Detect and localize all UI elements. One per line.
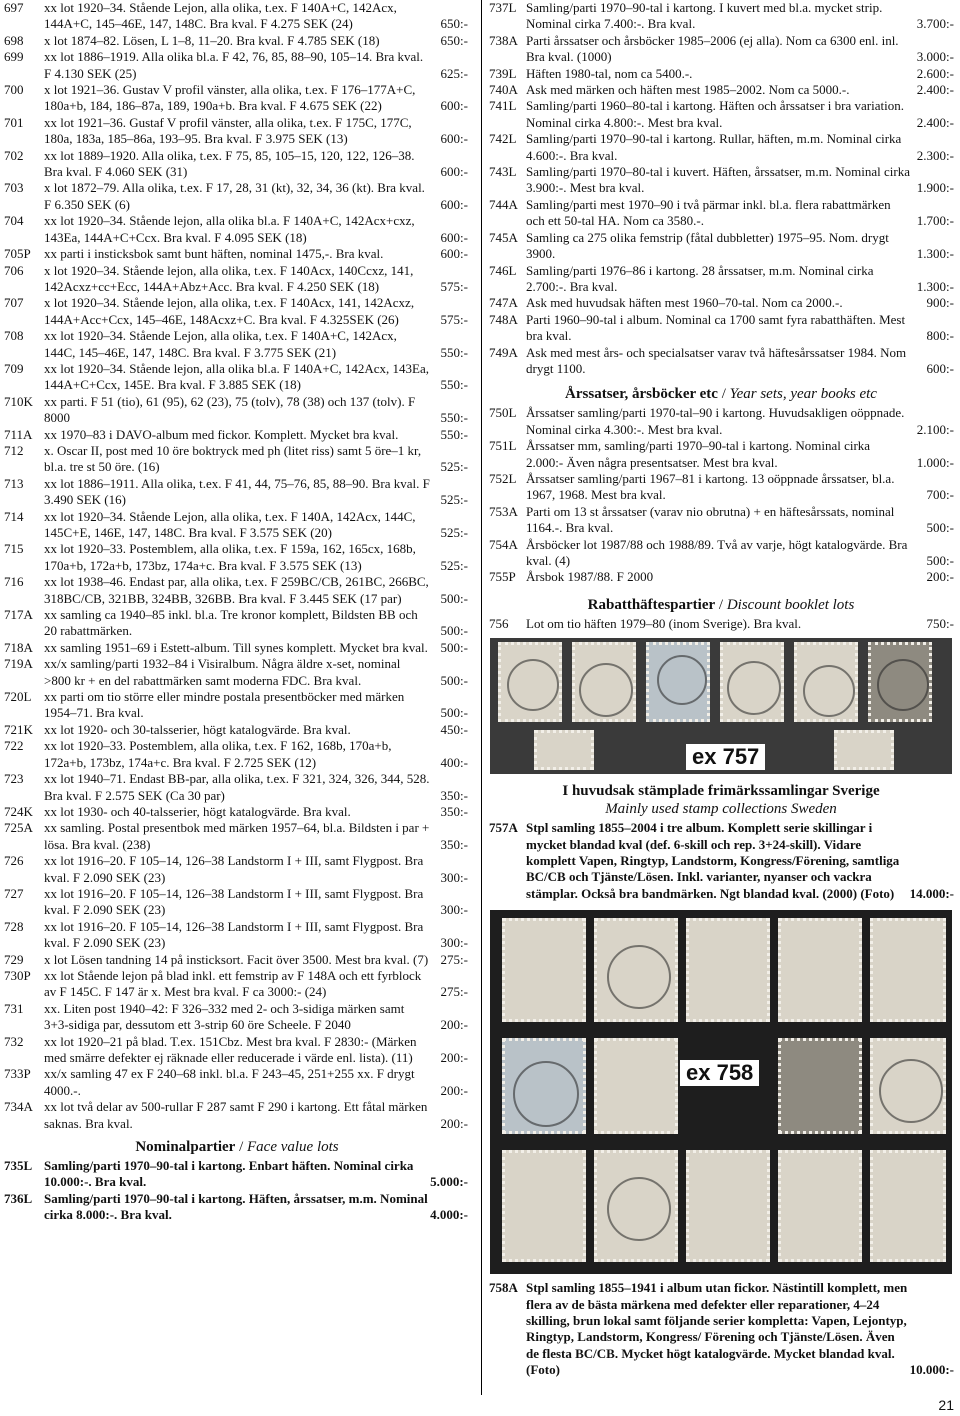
lot-number: 716 <box>4 574 24 590</box>
lot-item <box>486 98 956 131</box>
lot-item <box>0 1066 474 1099</box>
lot-description: Stpl samling 1855–1941 i album utan fickor. Nästintill komplett, men flera av de bästa märkena med defekter eller reparationer, 4–24 skilling, brun lokal samt följande serier kompletta: Vapen, Lejontyp, Ringtyp, Landstorm, Kongress/ Förening och Tjänste/Lösen. Även de flesta BC/CB. Mycket högt katalogvärde. Mycket blandad kval. (Foto) <box>526 1280 908 1378</box>
lot-number: 752L <box>489 470 517 486</box>
lot-item <box>0 722 474 738</box>
lot-price: 275:- <box>440 951 468 967</box>
lot-item <box>0 853 474 886</box>
lot-description: xx lot 1940–71. Endast BB-par, alla olika, t.ex. F 321, 324, 326, 344, 528. Bra kval. F 2.575 SEK (Ca 30 par) <box>44 771 430 803</box>
lot-description: xx lot 1920–34. Stående Lejon, alla olika, t.ex. F 140A+C, 142Acx, 144C, 145–46E, 147, 148C. Bra kval. F 3.775 SEK (21) <box>44 328 397 360</box>
lot-description: xx lot 1920–34. Stående lejon, alla olika bl.a. F 140A+C, 142Acx, 143Ea, 144A+C+Ccx, 145E. Bra kval. F 3.885 SEK (18) <box>44 360 429 393</box>
lot-description: xx lot 1916–20. F 105–14, 126–38 Landstorm I + III, samt Flygpost. Bra kval. F 2.090 SEK (23) <box>44 853 424 885</box>
lot-description: xx parti om tio större eller mindre postala presentböcker med märken 1954–71. Bra kval. <box>44 689 405 721</box>
lot-item <box>486 820 956 902</box>
lot-number: 757A <box>489 820 518 836</box>
lot-price: 2.300:- <box>916 147 954 163</box>
lot-price: 600:- <box>926 360 954 376</box>
stamp-image <box>794 642 858 722</box>
lot-number: 733P <box>4 1066 31 1082</box>
lot-number: 713 <box>4 475 24 491</box>
lot-description: xx/x samling/parti 1932–84 i Visiralbum. Några äldre x-set, nominal >800 kr + en del rabattmärken samt moderna FDC. Bra kval. <box>44 656 401 688</box>
postmark <box>877 659 929 711</box>
lot-description: xx lot två delar av 500-rullar F 287 samt F 290 i kartong. Ett fåtal märken saknas. Bra kval. <box>44 1099 428 1131</box>
lot-item <box>0 541 474 574</box>
stamp-image <box>778 918 862 1022</box>
lot-price: 1.000:- <box>916 454 954 470</box>
lot-number: 726 <box>4 853 24 869</box>
lot-item <box>0 804 474 820</box>
stamp-image <box>870 1038 946 1134</box>
lot-number: 747A <box>489 295 518 311</box>
lot-item <box>486 312 956 345</box>
lot-price: 500:- <box>440 590 468 606</box>
lot-item <box>0 33 474 49</box>
stamp-image <box>594 1038 678 1134</box>
lot-description: xx lot 1920–21 på blad. T.ex. 151Cbz. Mest bra kval. F 2830:- (Märken med smärre defekter ej räknade eller reducerade i värde enl. lista). (11) <box>44 1033 417 1065</box>
lot-number: 714 <box>4 508 24 524</box>
lot-price: 625:- <box>440 65 468 81</box>
stamp-image <box>594 918 678 1022</box>
lot-description: Parti 1960–90-tal i album. Nominal ca 1700 samt fyra rabatthäften. Mest bra kval. <box>526 311 906 344</box>
photo-caption: ex 757 <box>686 744 765 770</box>
lot-price: 525:- <box>440 492 468 508</box>
lot-item <box>0 886 474 919</box>
stamp-photo-757 <box>490 638 952 774</box>
lot-number: 708 <box>4 328 24 344</box>
lot-description: Årssatser mm, samling/parti 1970–90-tal i kartong. Nominal cirka 2.000:- Även några presentsatser. Mest bra kval. <box>526 438 871 470</box>
lot-list <box>0 0 474 1132</box>
lot-description: x lot 1874–82. Lösen, L 1–8, 11–20. Bra kval. F 4.785 SEK (18) <box>44 32 380 48</box>
lot-description: xx lot 1889–1920. Alla olika, t.ex. F 75, 85, 105–15, 120, 122, 126–38. Bra kval. F 4.060 SEK (31) <box>44 147 415 180</box>
lot-price: 700:- <box>926 487 954 503</box>
lot-description: Årsbok 1987/88. F 2000 <box>526 569 654 585</box>
postmark <box>579 663 633 717</box>
lot-price: 750:- <box>926 615 954 631</box>
lot-description: xx lot 1886–1919. Alla olika bl.a. F 42, 76, 85, 88–90, 105–14. Bra kval. F 4.130 SEK (25) <box>44 49 424 81</box>
lot-number: 734A <box>4 1099 33 1115</box>
lot-description: Ask med märken och häften mest 1985–2002. Nom ca 5000.-. <box>526 82 850 98</box>
lot-price: 600:- <box>440 229 468 245</box>
lot-price: 650:- <box>440 32 468 48</box>
lot-price: 500:- <box>926 553 954 568</box>
lot-description: x lot 1920–34. Stående lejon, alla olika, t.ex. F 140Acx, 141, 142Acxz, 144A+Acc+Ccx, 145–46E, 148Acxz+C. Bra kval. F 4.325SEK (26) <box>44 295 415 327</box>
lot-description: xx samling ca 1940–85 inkl. bl.a. Tre kronor komplett, Bildsten BB och 20 rabattmärken. <box>44 607 418 639</box>
lot-item <box>0 263 474 296</box>
lot-number: 723 <box>4 771 24 787</box>
lot-price: 200:- <box>926 569 954 585</box>
lot-item <box>486 471 956 504</box>
lot-price: 600:- <box>440 131 468 147</box>
lot-price: 525:- <box>440 557 468 573</box>
lot-description: xx lot 1920- och 30-talsserier, högt katalogvärde. Bra kval. <box>44 721 351 737</box>
lot-number: 701 <box>4 114 24 130</box>
lot-price: 2.400:- <box>916 82 954 98</box>
lot-item <box>0 1191 474 1224</box>
lot-list <box>486 616 956 632</box>
stamp-image <box>868 642 932 722</box>
lot-item <box>0 919 474 952</box>
section-heading-booklets: Rabatthäftespartier / Discount booklet lots <box>587 596 855 613</box>
postmark <box>513 1061 579 1127</box>
lot-number: 706 <box>4 262 24 278</box>
lot-item <box>0 115 474 148</box>
lot-description: xx lot Stående lejon på blad inkl. ett femstrip av F 148A och ett fyrblock av F 145C. F 147 är x. Mest bra kval. F ca 3000:- (24) <box>44 967 422 1000</box>
lot-description: x lot 1872–79. Alla olika, t.ex. F 17, 28, 31 (kt), 32, 34, 36 (kt). Bra kval. F 6.350 SEK (6) <box>44 180 425 212</box>
lot-item <box>0 148 474 181</box>
stamp-image <box>686 918 770 1022</box>
lot-description: xx lot 1916–20. F 105–14, 126–38 Landstorm I + III, samt Flygpost. Bra kval. F 2.090 SEK (23) <box>44 918 424 951</box>
lot-price: 275:- <box>440 984 468 1000</box>
lot-item <box>486 537 956 570</box>
lot-item <box>0 82 474 115</box>
lot-price: 900:- <box>926 295 954 311</box>
lot-number: 745A <box>489 229 518 245</box>
right-column <box>486 0 956 1379</box>
stamp-image <box>834 730 894 770</box>
lot-item <box>486 616 956 632</box>
lot-number: 722 <box>4 738 24 754</box>
lot-price: 500:- <box>440 705 468 721</box>
lot-price: 500:- <box>926 520 954 536</box>
lot-item <box>0 738 474 771</box>
postmark <box>727 661 781 715</box>
lot-price: 200:- <box>440 1115 468 1131</box>
lot-item <box>486 66 956 82</box>
lot-description: Samling/parti 1970–80-tal i kuvert. Häften, årssatser, m.m. Nominal cirka 3.900:-. Mest bra kval. <box>526 164 910 196</box>
lot-item <box>0 180 474 213</box>
lot-item <box>486 569 956 585</box>
lot-price: 3.000:- <box>916 49 954 65</box>
lot-list <box>486 0 956 377</box>
lot-price: 575:- <box>440 311 468 327</box>
lot-number: 742L <box>489 131 517 147</box>
lot-price: 2.400:- <box>916 114 954 130</box>
lot-price: 600:- <box>440 98 468 114</box>
lot-price: 400:- <box>440 754 468 770</box>
lot-price: 500:- <box>440 639 468 655</box>
section-subheading-collections: Mainly used stamp collections Sweden <box>605 801 837 818</box>
lot-price: 550:- <box>440 344 468 360</box>
lot-price: 14.000:- <box>909 885 954 901</box>
lot-number: 731 <box>4 1000 24 1016</box>
lot-item <box>0 1158 474 1191</box>
lot-item <box>486 197 956 230</box>
lot-description: Årssatser samling/parti 1967–81 i kartong. 13 oöppnade årssatser, bl.a. 1967, 1968. Mest bra kval. <box>526 470 895 503</box>
lot-description: xx samling 1951–69 i Estett-album. Till synes komplett. Mycket bra kval. <box>44 639 428 655</box>
stamp-image <box>502 918 586 1022</box>
lot-description: Årssatser samling/parti 1970-tal–90 i kartong. Huvudsakligen oöppnade. Nominal cirka 4.300:-. Mest bra kval. <box>526 405 905 437</box>
postmark <box>507 659 559 711</box>
lot-item <box>486 131 956 164</box>
lot-number: 720L <box>4 689 32 705</box>
lot-price: 450:- <box>440 721 468 737</box>
lot-description: xx lot 1920–34. Stående Lejon, alla olika, t.ex. F 140A, 142Acx, 144C, 145C+E, 146E, 147, 148C. Bra kval. F 3.575 SEK (20) <box>44 508 416 540</box>
lot-description: Parti om 13 st årssatser (varav nio obrutna) + en häftesårssats, nominal 1164.-. Bra kval. <box>526 503 895 536</box>
lot-item <box>0 689 474 722</box>
lot-description: Samling ca 275 olika femstrip (fåtal dubbletter) 1975–95. Nom. drygt 3900. <box>526 229 889 262</box>
lot-number: 698 <box>4 32 24 48</box>
postmark <box>657 655 707 705</box>
stamp-image <box>870 918 946 1022</box>
lot-item <box>0 509 474 542</box>
lot-price: 4.000:- <box>430 1207 468 1223</box>
lot-number: 709 <box>4 360 24 376</box>
lot-number: 710K <box>4 393 33 409</box>
lot-item <box>486 82 956 98</box>
lot-item <box>0 394 474 427</box>
lot-number: 739L <box>489 65 517 81</box>
section-heading-nominal: Nominalpartier / Face value lots <box>135 1139 339 1156</box>
lot-number: 700 <box>4 82 24 98</box>
lot-description: xx/x samling 47 ex F 240–68 inkl. bl.a. F 243–45, 251+255 xx. F drygt 4000.-. <box>44 1066 415 1098</box>
lot-item <box>486 230 956 263</box>
lot-price: 350:- <box>440 803 468 819</box>
lot-item <box>486 1280 956 1378</box>
lot-number: 699 <box>4 49 24 65</box>
lot-description: xx lot 1920–34. Stående Lejon, alla olika, t.ex. F 140A+C, 142Acx, 144A+C, 145–46E, 147, 148C. Bra kval. F 4.275 SEK (24) <box>44 0 397 32</box>
lot-description: Parti årssatser och årsböcker 1985–2006 (ej alla). Nom ca 6300 enl. inl. Bra kval. (1000) <box>526 32 899 65</box>
lot-price: 1.900:- <box>916 180 954 196</box>
lot-description: Samling/parti 1970–90-tal i kartong. I kuvert med bl.a. mycket strip. Nominal cirka 7.400:-. Bra kval. <box>526 0 883 32</box>
stamp-image <box>778 1038 862 1134</box>
lot-item <box>0 427 474 443</box>
lot-price: 600:- <box>440 246 468 262</box>
lot-number: 741L <box>489 98 517 114</box>
postmark <box>607 1177 671 1241</box>
lot-description: xx parti i insticksbok samt bunt häften, nominal 1475,-. Bra kval. <box>44 246 384 262</box>
lot-price: 200:- <box>440 1050 468 1065</box>
lot-description: xx 1970–83 i DAVO-album med fickor. Komplett. Mycket bra kval. <box>44 426 399 442</box>
lot-number: 719A <box>4 656 33 672</box>
lot-item <box>0 607 474 640</box>
lot-description: x lot 1920–34. Stående lejon, alla olika, t.ex. F 140Acx, 140Ccxz, 141, 142Acxz+cc+Ecc, 144A+Abz+Acc. Bra kval. F 4.250 SEK (18) <box>44 262 414 294</box>
lot-price: 10.000:- <box>909 1362 954 1378</box>
lot-number: 697 <box>4 0 24 15</box>
lot-description: Årsböcker lot 1987/88 och 1988/89. Två av varje, högt katalogvärde. Bra kval. (4) <box>526 536 908 568</box>
stamp-image <box>502 1150 586 1262</box>
postmark <box>803 665 855 717</box>
lot-price: 600:- <box>440 164 468 180</box>
lot-item <box>0 1099 474 1132</box>
stamp-image <box>870 1150 946 1262</box>
lot-description: xx lot 1916–20. F 105–14, 126–38 Landstorm I + III, samt Flygpost. Bra kval. F 2.090 SEK (23) <box>44 885 424 918</box>
lot-item <box>0 0 474 33</box>
lot-item <box>486 405 956 438</box>
lot-number: 749A <box>489 344 518 360</box>
lot-number: 744A <box>489 196 518 212</box>
lot-price: 600:- <box>440 196 468 212</box>
lot-number: 717A <box>4 607 33 623</box>
lot-number: 732 <box>4 1033 24 1049</box>
lot-price: 2.100:- <box>916 421 954 437</box>
lot-number: 703 <box>4 180 24 196</box>
stamp-image <box>594 1150 678 1262</box>
lot-number: 735L <box>4 1158 33 1174</box>
lot-number: 727 <box>4 885 24 901</box>
lot-number: 712 <box>4 442 24 458</box>
stamp-image <box>686 1150 770 1262</box>
lot-description: xx lot 1921–36. Gustaf V profil vänster, alla olika, t.ex. F 175C, 177C, 180a, 183a, 185–86a, 193–95. Bra kval. F 3.975 SEK (13) <box>44 114 412 147</box>
lot-description: xx samling. Postal presentbok med märken 1957–64, bl.a. Bildsten i par + lösa. Bra kval. (238) <box>44 820 430 852</box>
lot-list <box>486 405 956 585</box>
photo-caption: ex 758 <box>680 1060 759 1086</box>
lot-number: 721K <box>4 721 33 737</box>
lot-price: 300:- <box>440 902 468 918</box>
lot-number: 724K <box>4 803 33 819</box>
lot-price: 200:- <box>440 1017 468 1033</box>
lot-number: 707 <box>4 295 24 311</box>
lot-price: 300:- <box>440 935 468 951</box>
lot-price: 575:- <box>440 278 468 294</box>
lot-number: 750L <box>489 405 517 421</box>
left-column <box>0 0 474 1224</box>
column-divider <box>481 0 482 1395</box>
lot-price: 300:- <box>440 869 468 885</box>
lot-list <box>0 1158 474 1224</box>
lot-item <box>0 476 474 509</box>
lot-description: Ask med mest års- och specialsatser varav två häftesårssatser 1984. Nom drygt 1100. <box>526 344 907 376</box>
postmark <box>607 945 671 1009</box>
lot-price: 525:- <box>440 459 468 475</box>
lot-item <box>0 1034 474 1067</box>
page-number: 21 <box>938 1397 954 1413</box>
lot-description: Samling/parti 1976–86 i kartong. 28 årssatser, m.m. Nominal cirka 2.700:-. Bra kval. <box>526 262 874 294</box>
lot-price: 2.600:- <box>916 65 954 81</box>
lot-description: x lot Lösen tandning 14 på insticksort. Facit över 3500. Mest bra kval. (7) <box>44 951 429 967</box>
lot-price: 350:- <box>440 787 468 803</box>
stamp-image <box>572 642 636 722</box>
lot-number: 730P <box>4 967 31 983</box>
lot-description: x. Oscar II, post med 10 öre boktryck med ph (litet riss) samt 5 öre–1 kr, bl.a. tre st 50 öre. (16) <box>44 442 422 475</box>
lot-description: Samling/parti 1970–90-tal i kartong. Häften, årssatser, m.m. Nominal cirka 8.000:-. Bra kval. <box>44 1190 428 1223</box>
stamp-image <box>498 642 562 722</box>
lot-item <box>486 33 956 66</box>
lot-description: Häften 1980-tal, nom ca 5400.-. <box>526 65 693 81</box>
lot-number: 758A <box>489 1280 518 1296</box>
lot-description: Samling/parti 1970–90-tal i kartong. Rullar, häften, m.m. Nominal cirka 4.600:-. Bra kval. <box>526 131 902 163</box>
lot-number: 754A <box>489 536 518 552</box>
lot-item <box>0 213 474 246</box>
lot-number: 718A <box>4 639 33 655</box>
lot-price: 5.000:- <box>430 1174 468 1190</box>
lot-price: 200:- <box>440 1082 468 1098</box>
lot-item <box>486 263 956 296</box>
lot-price: 650:- <box>440 16 468 32</box>
lot-item <box>0 820 474 853</box>
lot-number: 729 <box>4 951 24 967</box>
lot-item <box>0 443 474 476</box>
lot-price: 800:- <box>926 328 954 344</box>
lot-price: 350:- <box>440 836 468 852</box>
stamp-photo-758 <box>490 910 952 1274</box>
lot-description: xx lot 1920–34. Stående lejon, alla olika bl.a. F 140A+C, 142Acx+cxz, 143Ea, 144A+C+Ccx. Bra kval. F 4.095 SEK (18) <box>44 213 415 245</box>
lot-price: 1.700:- <box>916 213 954 229</box>
stamp-image <box>720 642 784 722</box>
lot-number: 715 <box>4 541 24 557</box>
lot-price: 550:- <box>440 377 468 393</box>
lot-price: 500:- <box>440 672 468 688</box>
lot-number: 755P <box>489 569 516 585</box>
lot-description: xx. Liten post 1940–42: F 326–332 med 2- och 3-sidiga märken samt 3+3-sidiga par, dessutom ett 3-strip 60 öre Scheele. F 2040 <box>44 1000 405 1033</box>
lot-number: 711A <box>4 426 33 442</box>
lot-number: 743L <box>489 164 517 180</box>
lot-price: 500:- <box>440 623 468 639</box>
lot-description: xx lot 1938–46. Endast par, alla olika, t.ex. F 259BC/CB, 261BC, 266BC, 318BC/CB, 321BB, 324BB, 326BB. Bra kval. F 3.445 SEK (17 par) <box>44 574 429 606</box>
lot-number: 704 <box>4 213 24 229</box>
lot-number: 740A <box>489 82 518 98</box>
lot-number: 702 <box>4 147 24 163</box>
lot-item <box>0 328 474 361</box>
lot-item <box>486 164 956 197</box>
stamp-image <box>502 1038 586 1134</box>
lot-price: 1.300:- <box>916 278 954 294</box>
lot-description: Lot om tio häften 1979–80 (inom Sverige). Bra kval. <box>526 615 802 631</box>
lot-number: 753A <box>489 503 518 519</box>
lot-description: xx parti. F 51 (tio), 61 (95), 62 (23), 75 (tolv), 78 (38) och 137 (tolv). F 8000 <box>44 393 416 426</box>
postmark <box>879 1059 943 1123</box>
lot-description: xx lot 1886–1911. Alla olika, t.ex. F 41, 44, 75–76, 85, 88–90. Bra kval. F 3.490 SEK (16) <box>44 475 430 508</box>
lot-number: 737L <box>489 0 517 15</box>
lot-item <box>0 968 474 1001</box>
lot-item <box>486 0 956 33</box>
lot-number: 751L <box>489 438 517 454</box>
lot-item <box>486 438 956 471</box>
lot-price: 525:- <box>440 525 468 540</box>
lot-description: Ask med huvudsak häften mest 1960–70-tal. Nom ca 2000.-. <box>526 295 843 311</box>
section-heading-year-sets: Årssatser, årsböcker etc / Year sets, year books etc <box>565 386 877 403</box>
lot-price: 550:- <box>440 426 468 442</box>
lot-number: 736L <box>4 1190 33 1206</box>
lot-description: Samling/parti mest 1970–90 i två pärmar inkl. bl.a. flera rabattmärken och ett 50-tal HA. Nom ca 3580.-. <box>526 196 891 229</box>
lot-price: 3.700:- <box>916 16 954 32</box>
lot-number: 738A <box>489 32 518 48</box>
stamp-image <box>778 1150 862 1262</box>
section-heading-collections: I huvudsak stämplade frimärkssamlingar Sverige <box>562 783 880 800</box>
lot-price: 550:- <box>440 410 468 426</box>
lot-item <box>486 504 956 537</box>
lot-item <box>0 574 474 607</box>
lot-item <box>0 656 474 689</box>
stamp-image <box>646 642 710 722</box>
lot-price: 1.300:- <box>916 246 954 262</box>
lot-number: 725A <box>4 820 33 836</box>
lot-number: 756 <box>489 615 509 631</box>
lot-description: Stpl samling 1855–2004 i tre album. Komplett serie skillingar i mycket blandad kval (def. 6-skill och rep. 3+24-skill). Vidare komplett Vapen, Ringtyp, Landstorm, Kongress/Förening, samtliga BC/CB och Tjänste/Lösen. Inkl. varianter, nyanser och vackra stämplar. Också bra bandmärken. Ngt blandad kval. (2000) (Foto) <box>526 820 900 901</box>
lot-item <box>0 361 474 394</box>
lot-item <box>0 771 474 804</box>
lot-description: xx lot 1930- och 40-talsserier, högt katalogvärde. Bra kval. <box>44 803 351 819</box>
lot-item <box>0 640 474 656</box>
stamp-image <box>534 730 594 770</box>
lot-number: 746L <box>489 262 517 278</box>
lot-item <box>0 246 474 262</box>
lot-number: 728 <box>4 918 24 934</box>
lot-description: xx lot 1920–33. Postemblem, alla olika, t.ex. F 162, 168b, 170a+b, 172a+b, 173bz, 174a+c. Bra kval. F 2.725 SEK (12) <box>44 738 392 770</box>
lot-item <box>0 952 474 968</box>
lot-number: 748A <box>489 311 518 327</box>
lot-item <box>486 345 956 378</box>
lot-item <box>486 295 956 311</box>
lot-description: x lot 1921–36. Gustav V profil vänster, alla olika, t.ex. F 176–177A+C, 180a+b, 184, 186–87a, 189, 190a+b. Bra kval. F 4.675 SEK (22) <box>44 82 416 114</box>
lot-item <box>0 295 474 328</box>
lot-item <box>0 49 474 82</box>
lot-description: Samling/parti 1970–90-tal i kartong. Enbart häften. Nominal cirka 10.000:-. Bra kval. <box>44 1158 414 1190</box>
lot-description: xx lot 1920–33. Postemblem, alla olika, t.ex. F 159a, 162, 165cx, 168b, 170a+b, 172a+b, 173bz, 174a+c. Bra kval. F 3.575 SEK (13) <box>44 541 416 573</box>
lot-description: Samling/parti 1960–80-tal i kartong. Häften och årssatser i bra variation. Nominal cirka 4.800:-. Mest bra kval. <box>526 98 904 130</box>
lot-item <box>0 1001 474 1034</box>
lot-number: 705P <box>4 246 31 262</box>
